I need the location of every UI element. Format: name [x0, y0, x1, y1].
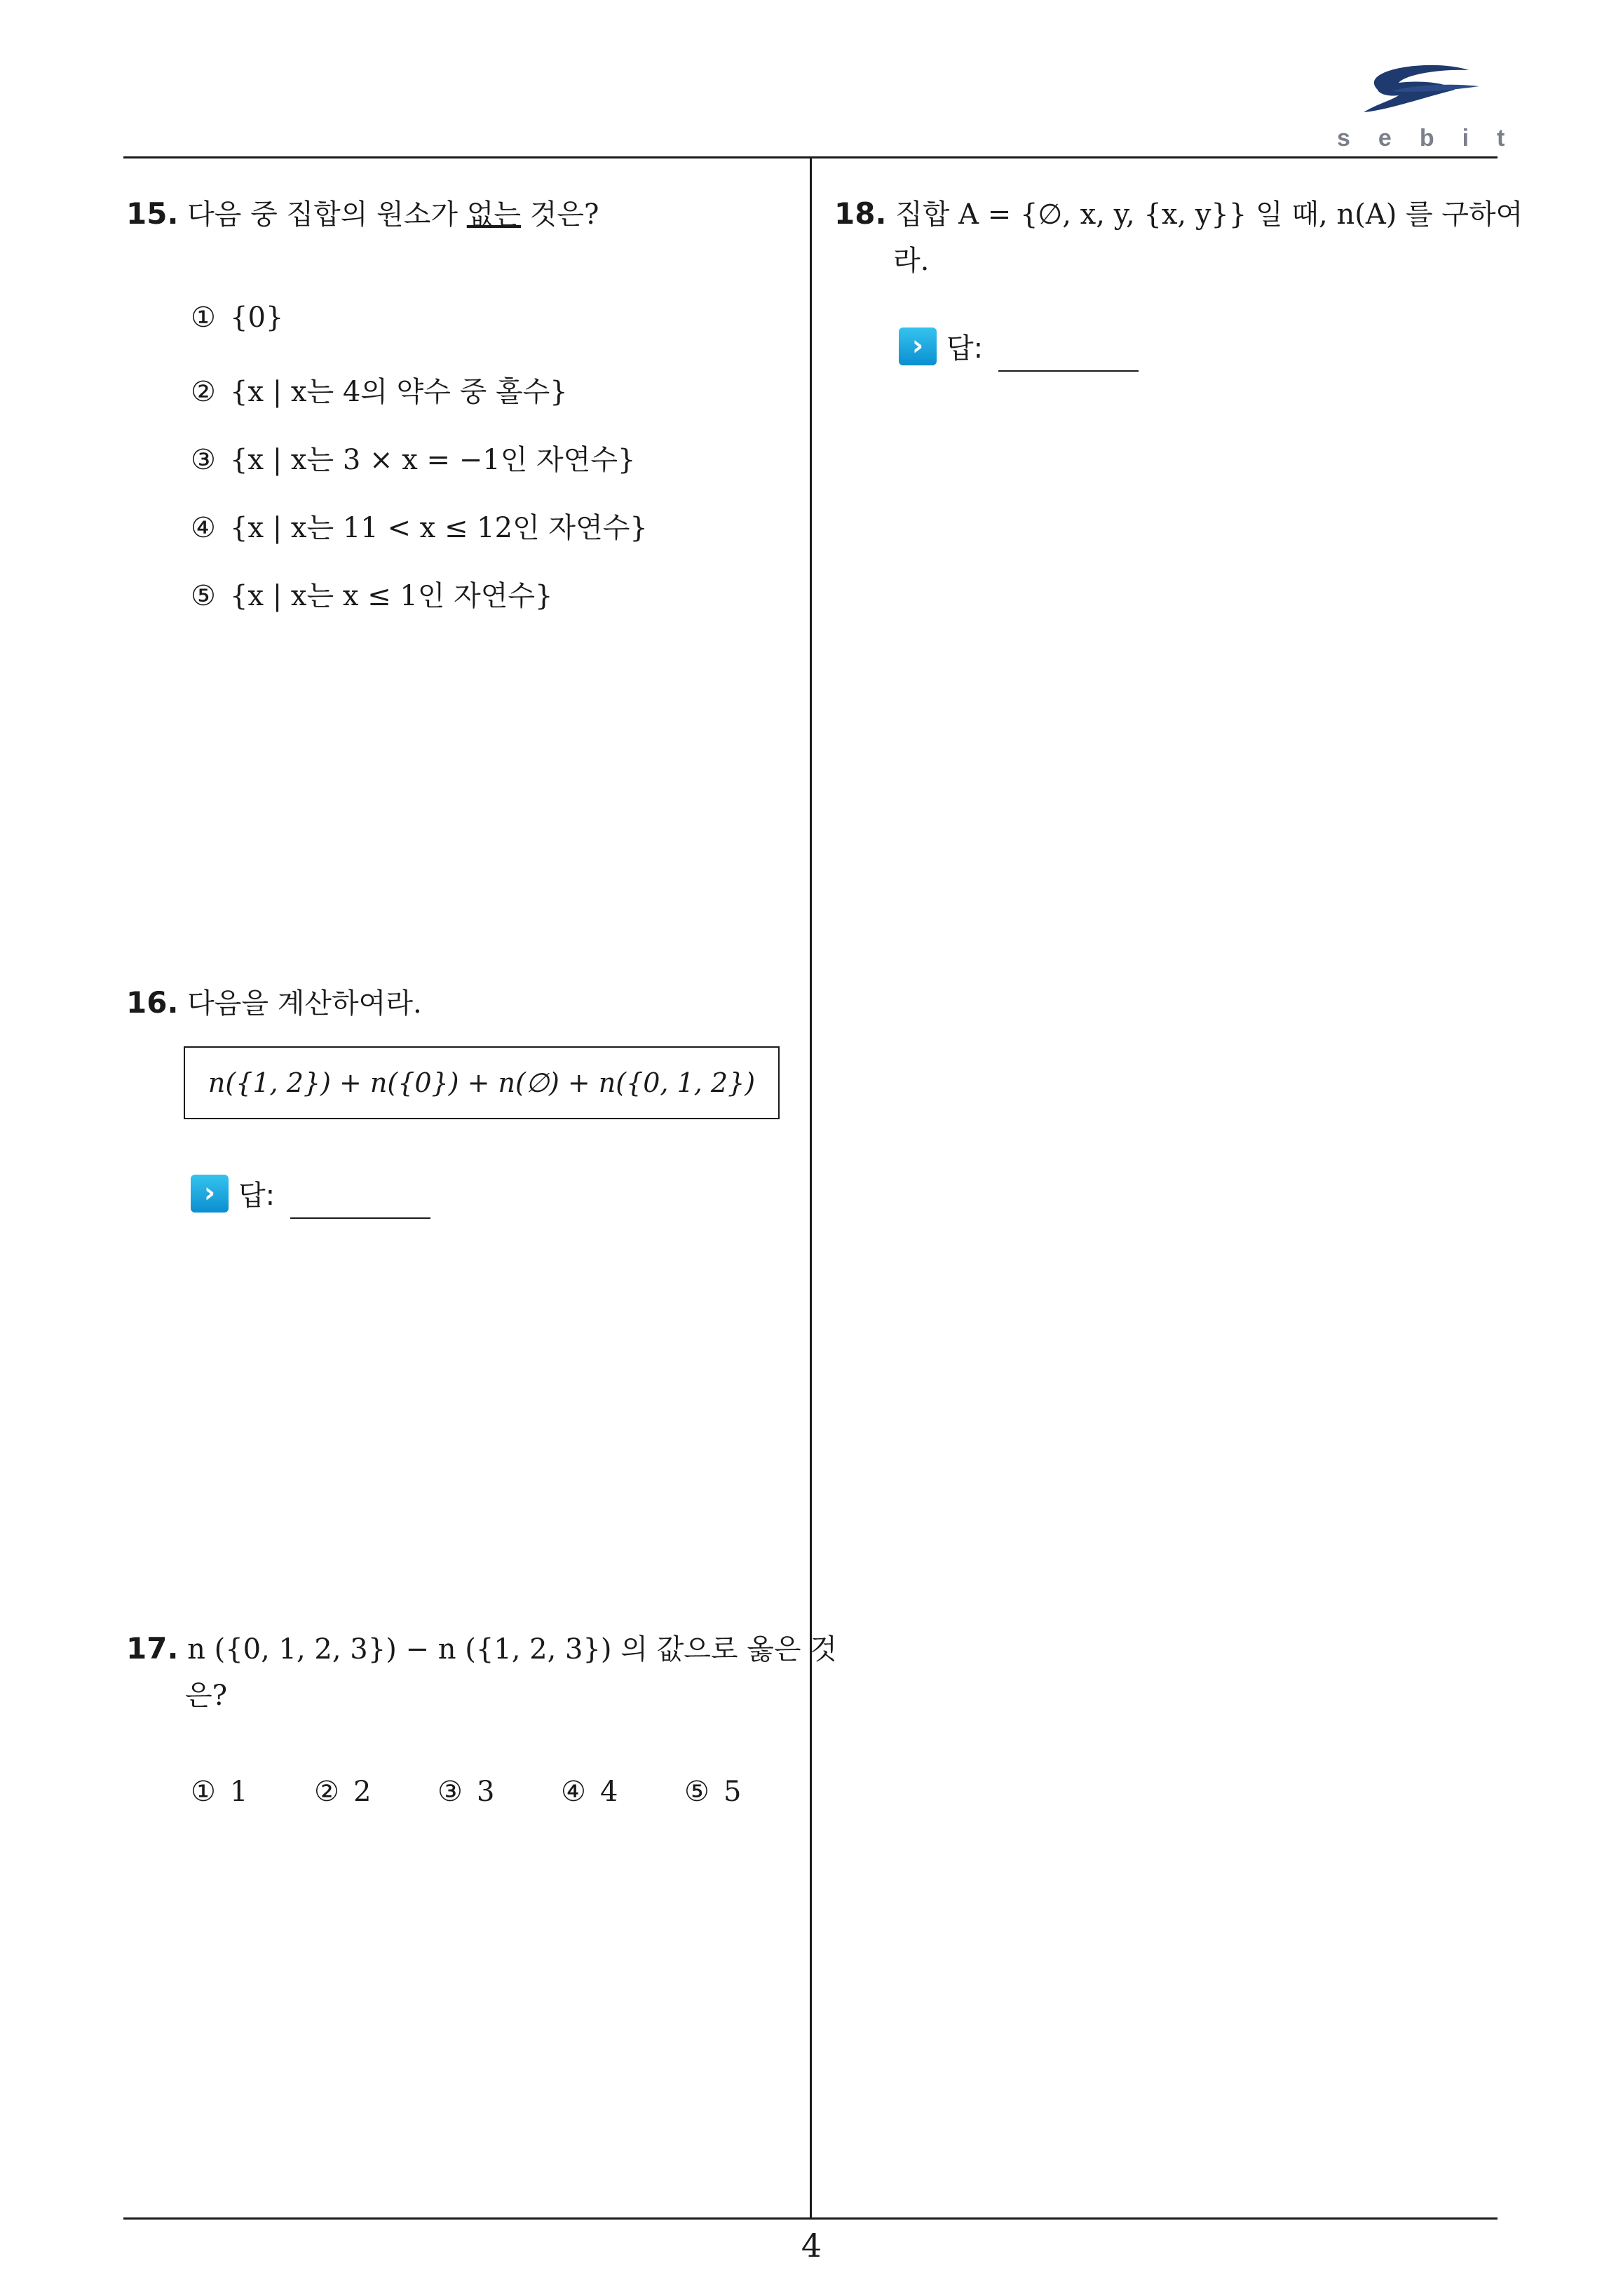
option-2[interactable]: ② {x | x는 4의 약수 중 홀수}	[191, 376, 568, 408]
question-16	[126, 980, 422, 1027]
question-17	[126, 1626, 837, 1719]
chevron-right-icon: ›	[191, 1175, 229, 1213]
answer-label: 답:	[946, 332, 984, 365]
option-2[interactable]: ② 2	[314, 1776, 372, 1808]
column-divider	[810, 156, 812, 2220]
page-number: 4	[801, 2227, 822, 2264]
question-18	[834, 191, 1523, 284]
option-4[interactable]: ④ {x | x는 11 < x ≤ 12인 자연수}	[191, 512, 648, 544]
question-text-continued: 은?	[185, 1680, 228, 1712]
question-number: 16.	[126, 985, 179, 1020]
option-1[interactable]: ① {0}	[191, 302, 284, 334]
question-text: 다음 중 집합의 원소가 없는 것은?	[187, 198, 599, 231]
question-text-continued: 라.	[893, 245, 930, 277]
option-3[interactable]: ③ {x | x는 3 × x = −1인 자연수}	[191, 444, 636, 476]
answer-18[interactable]	[899, 326, 1139, 372]
option-5[interactable]: ⑤ {x | x는 x ≤ 1인 자연수}	[191, 580, 553, 612]
question-text: 다음을 계산하여라.	[187, 987, 422, 1020]
logo-wordmark: sebit	[1337, 125, 1533, 151]
footer-rule	[123, 2217, 1498, 2220]
answer-blank[interactable]	[998, 370, 1139, 372]
question-number: 18.	[834, 196, 887, 231]
option-1[interactable]: ① 1	[191, 1776, 248, 1808]
question-number: 15.	[126, 196, 179, 231]
option-4[interactable]: ④ 4	[561, 1776, 618, 1808]
answer-label: 답:	[238, 1180, 276, 1212]
option-5[interactable]: ⑤ 5	[684, 1776, 742, 1808]
sebit-logo	[1329, 62, 1533, 160]
option-3[interactable]: ③ 3	[437, 1776, 495, 1808]
question-15	[126, 191, 599, 238]
sebit-swoosh-icon	[1329, 62, 1507, 125]
question-text: 집합 A = {∅, x, y, {x, y}} 일 때, n(A) 를 구하여	[895, 198, 1523, 231]
answer-blank[interactable]	[290, 1217, 430, 1219]
formula-box: n({1, 2}) + n({0}) + n(∅) + n({0, 1, 2})	[184, 1046, 780, 1119]
answer-16[interactable]	[191, 1173, 430, 1219]
question-number: 17.	[126, 1631, 179, 1666]
question-text: n ({0, 1, 2, 3}) − n ({1, 2, 3}) 의 값으로 옳은 것	[187, 1633, 837, 1666]
chevron-right-icon: ›	[899, 327, 937, 365]
